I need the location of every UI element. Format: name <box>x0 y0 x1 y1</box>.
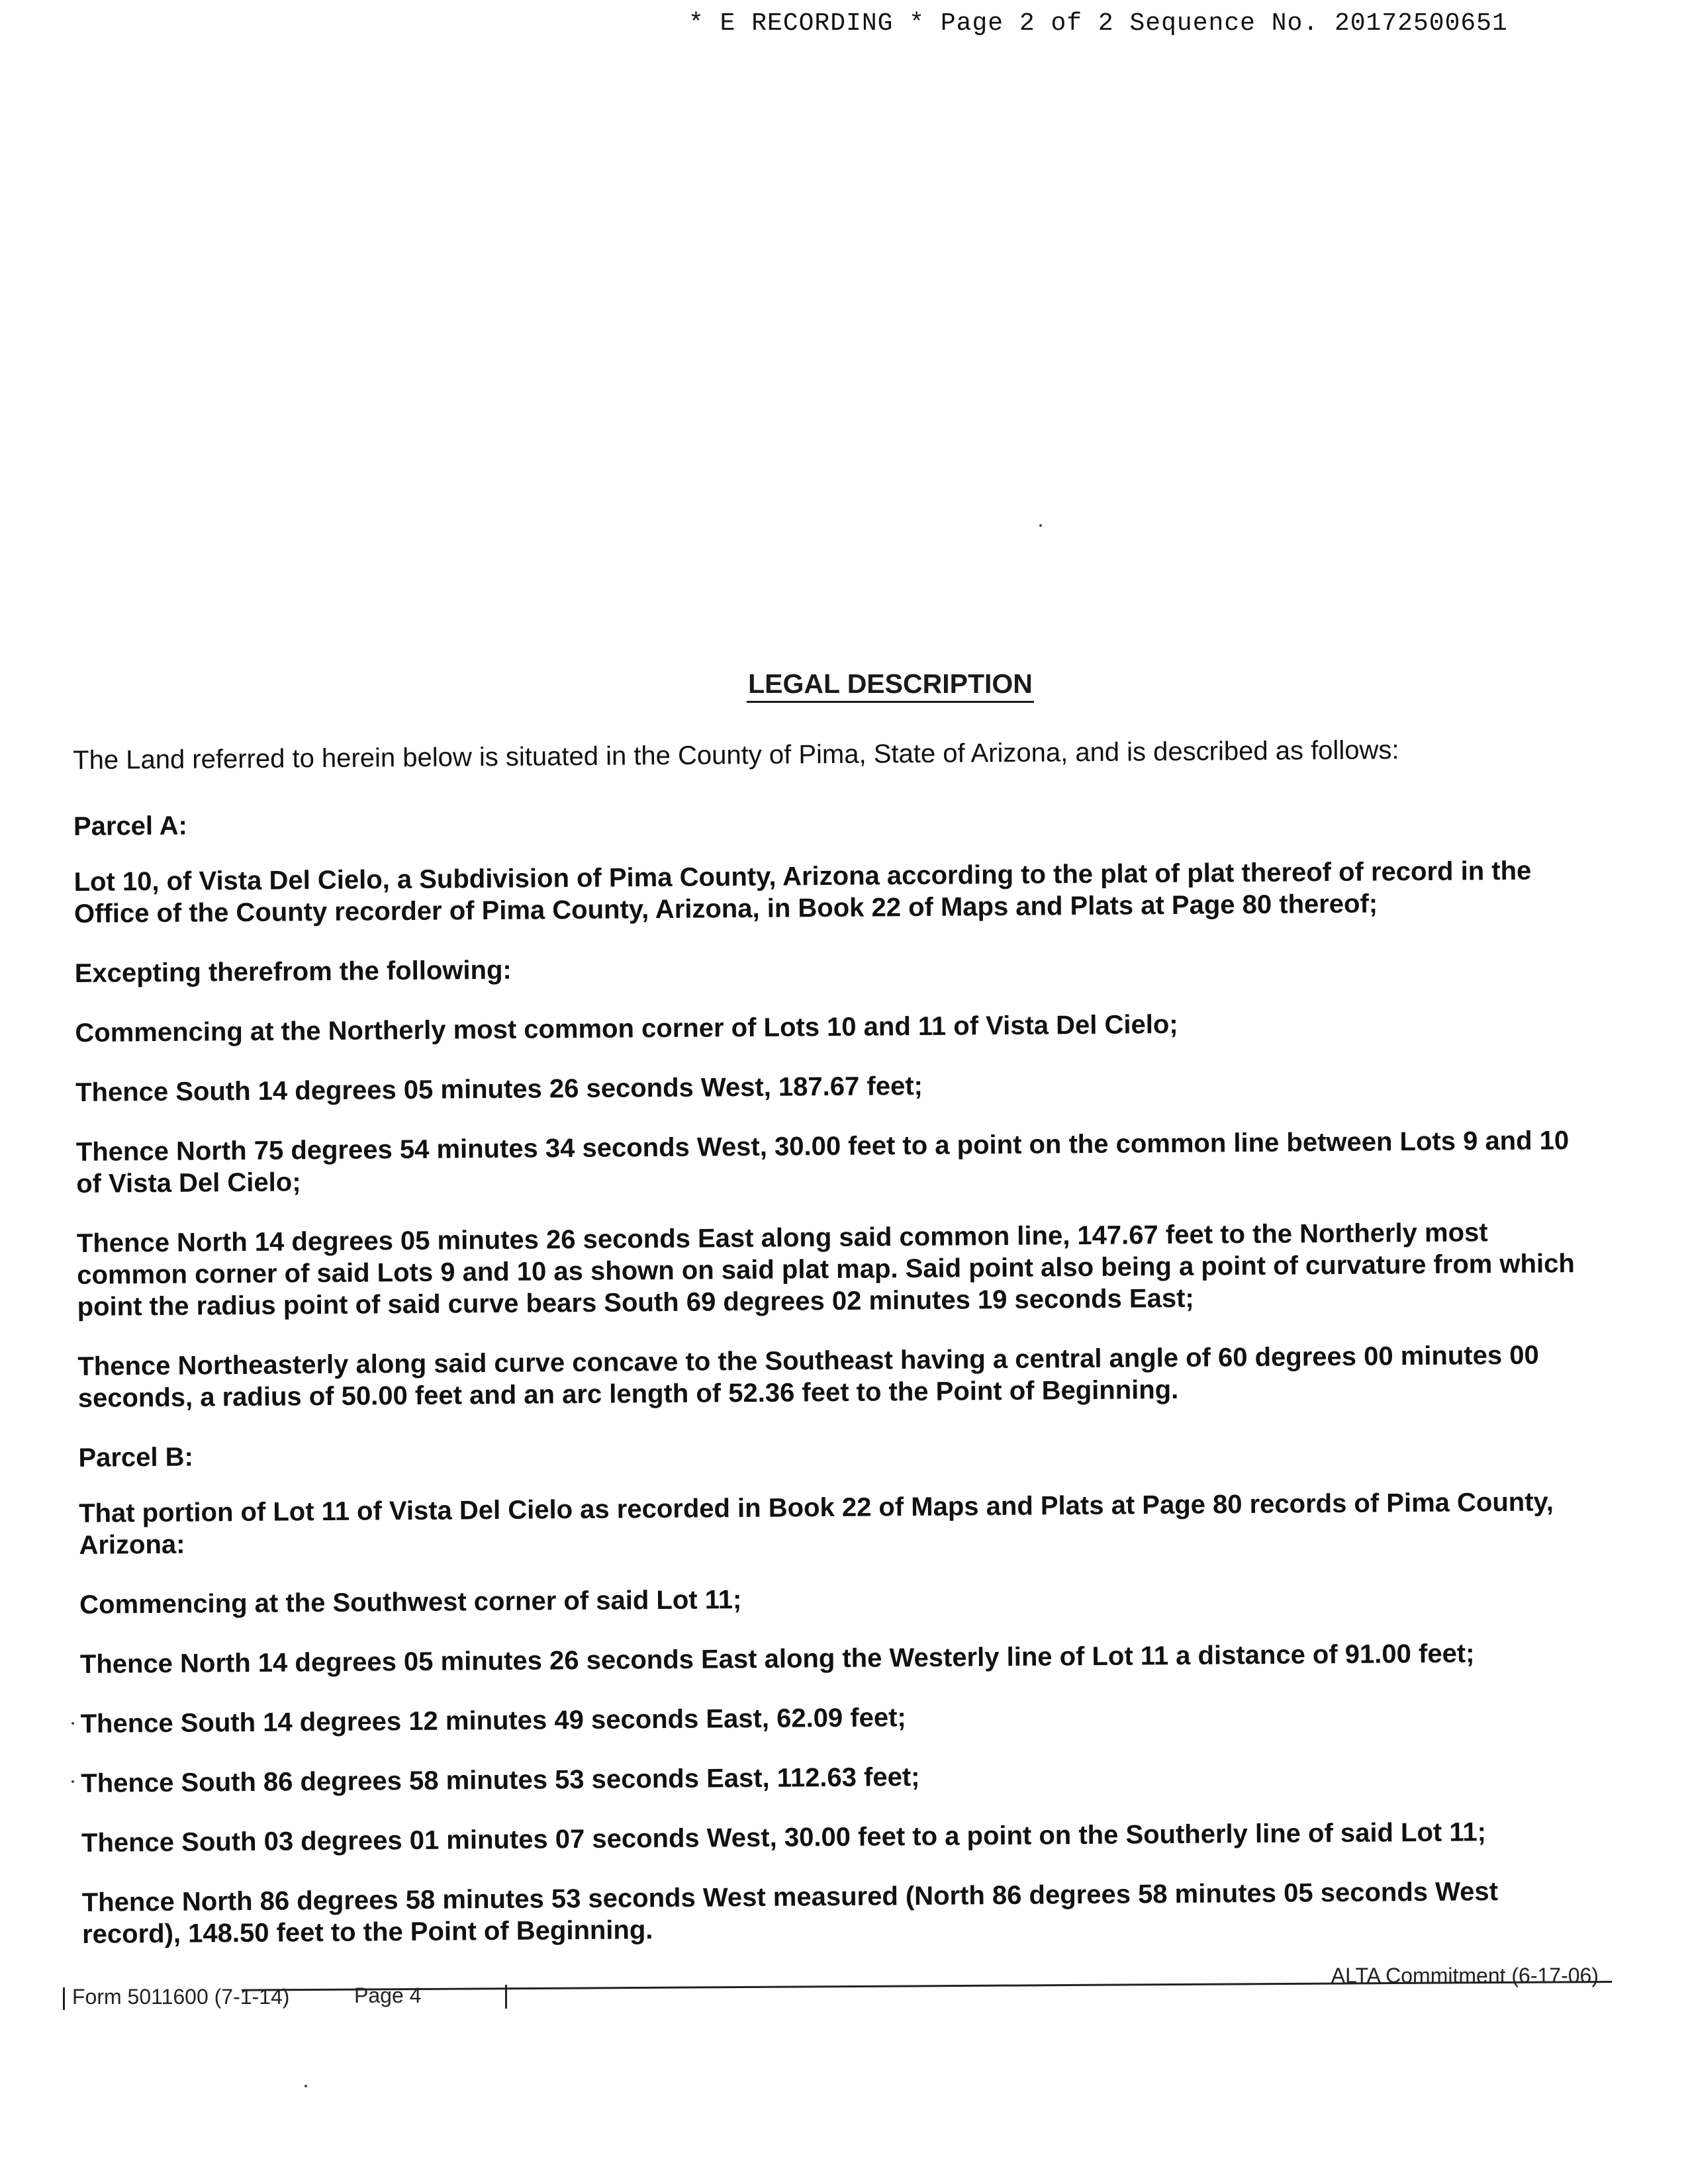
parcel-a-paragraph: Thence Northeasterly along said curve concave to the Southeast having a central angle of 60 degrees 00 minutes 00 seconds, a radius of 50.00 feet and an arc length of 52.36 feet to the Point of Beginning. <box>77 1340 1539 1413</box>
parcel-a-paragraph: Lot 10, of Vista Del Cielo, a Subdivision of Pima County, Arizona according to the plat of plat thereof of record in the Office of the County recorder of Pima County, Arizona, in Book 22 of Maps and Plats at Page 80 thereof; <box>73 856 1532 929</box>
legal-description-body <box>73 733 1599 1978</box>
recording-header: * E RECORDING * Page 2 of 2 Sequence No. 20172500651 <box>688 9 1508 38</box>
parcel-a-heading: Parcel A: <box>73 811 188 841</box>
scan-speck <box>1039 524 1042 527</box>
parcel-a-paragraph: Commencing at the Northerly most common corner of Lots 10 and 11 of Vista Del Cielo; <box>75 1009 1178 1048</box>
scan-speck <box>305 2085 307 2087</box>
legal-description-heading: LEGAL DESCRIPTION <box>747 668 1034 703</box>
footer-alta-commitment: ALTA Commitment (6-17-06) <box>1331 1964 1599 1987</box>
scan-speck <box>71 1722 74 1725</box>
parcel-b-paragraph: Thence North 14 degrees 05 minutes 26 seconds East along the Westerly line of Lot 11 a distance of 91.00 feet; <box>79 1639 1475 1679</box>
parcel-b-paragraph: Thence South 03 degrees 01 minutes 07 seconds West, 30.00 feet to a point on the Southerly line of said Lot 11; <box>81 1817 1487 1858</box>
parcel-b-paragraph: That portion of Lot 11 of Vista Del Cielo as recorded in Book 22 of Maps and Plats at Page 80 records of Pima County, Arizona: <box>78 1487 1554 1560</box>
parcel-a-paragraph: Thence North 75 degrees 54 minutes 34 seconds West, 30.00 feet to a point on the common line between Lots 9 and 10 of Vista Del Cielo; <box>75 1126 1570 1199</box>
parcel-b-paragraph: Thence North 86 degrees 58 minutes 53 seconds West measured (North 86 degrees 58 minutes 05 seconds West record), 148.50 feet to the Point of Beginning. <box>81 1877 1499 1949</box>
page-footer <box>63 1964 1612 2015</box>
parcel-b-paragraph: Thence South 86 degrees 58 minutes 53 seconds East, 112.63 feet; <box>81 1762 920 1798</box>
scan-speck <box>71 1780 74 1783</box>
parcel-a-paragraph: Thence South 14 degrees 05 minutes 26 seconds West, 187.67 feet; <box>75 1071 923 1107</box>
intro-paragraph: The Land referred to herein below is situated in the County of Pima, State of Arizona, and is described as follows: <box>73 735 1399 775</box>
footer-left-divider <box>63 1987 65 2010</box>
footer-middle-divider <box>505 1985 507 2009</box>
parcel-a-paragraph: Thence North 14 degrees 05 minutes 26 seconds East along said common line, 147.67 feet to the Northerly most common corner of said Lots 9 and 10 as shown on said plat map. Said point also being a point of curvature from which point the radius point of said curve bears South 69 degrees 02 minutes 19 seconds East; <box>76 1218 1575 1322</box>
footer-form-number: Form 5011600 (7-1-14) <box>72 1985 290 2009</box>
parcel-b-heading: Parcel B: <box>78 1442 194 1473</box>
parcel-b-paragraph: Thence South 14 degrees 12 minutes 49 seconds East, 62.09 feet; <box>80 1703 906 1739</box>
parcel-b-paragraph: Commencing at the Southwest corner of said Lot 11; <box>79 1585 742 1619</box>
document-title <box>0 668 1688 703</box>
footer-page-number: Page 4 <box>354 1983 422 2007</box>
parcel-a-paragraph: Excepting therefrom the following: <box>74 955 512 988</box>
